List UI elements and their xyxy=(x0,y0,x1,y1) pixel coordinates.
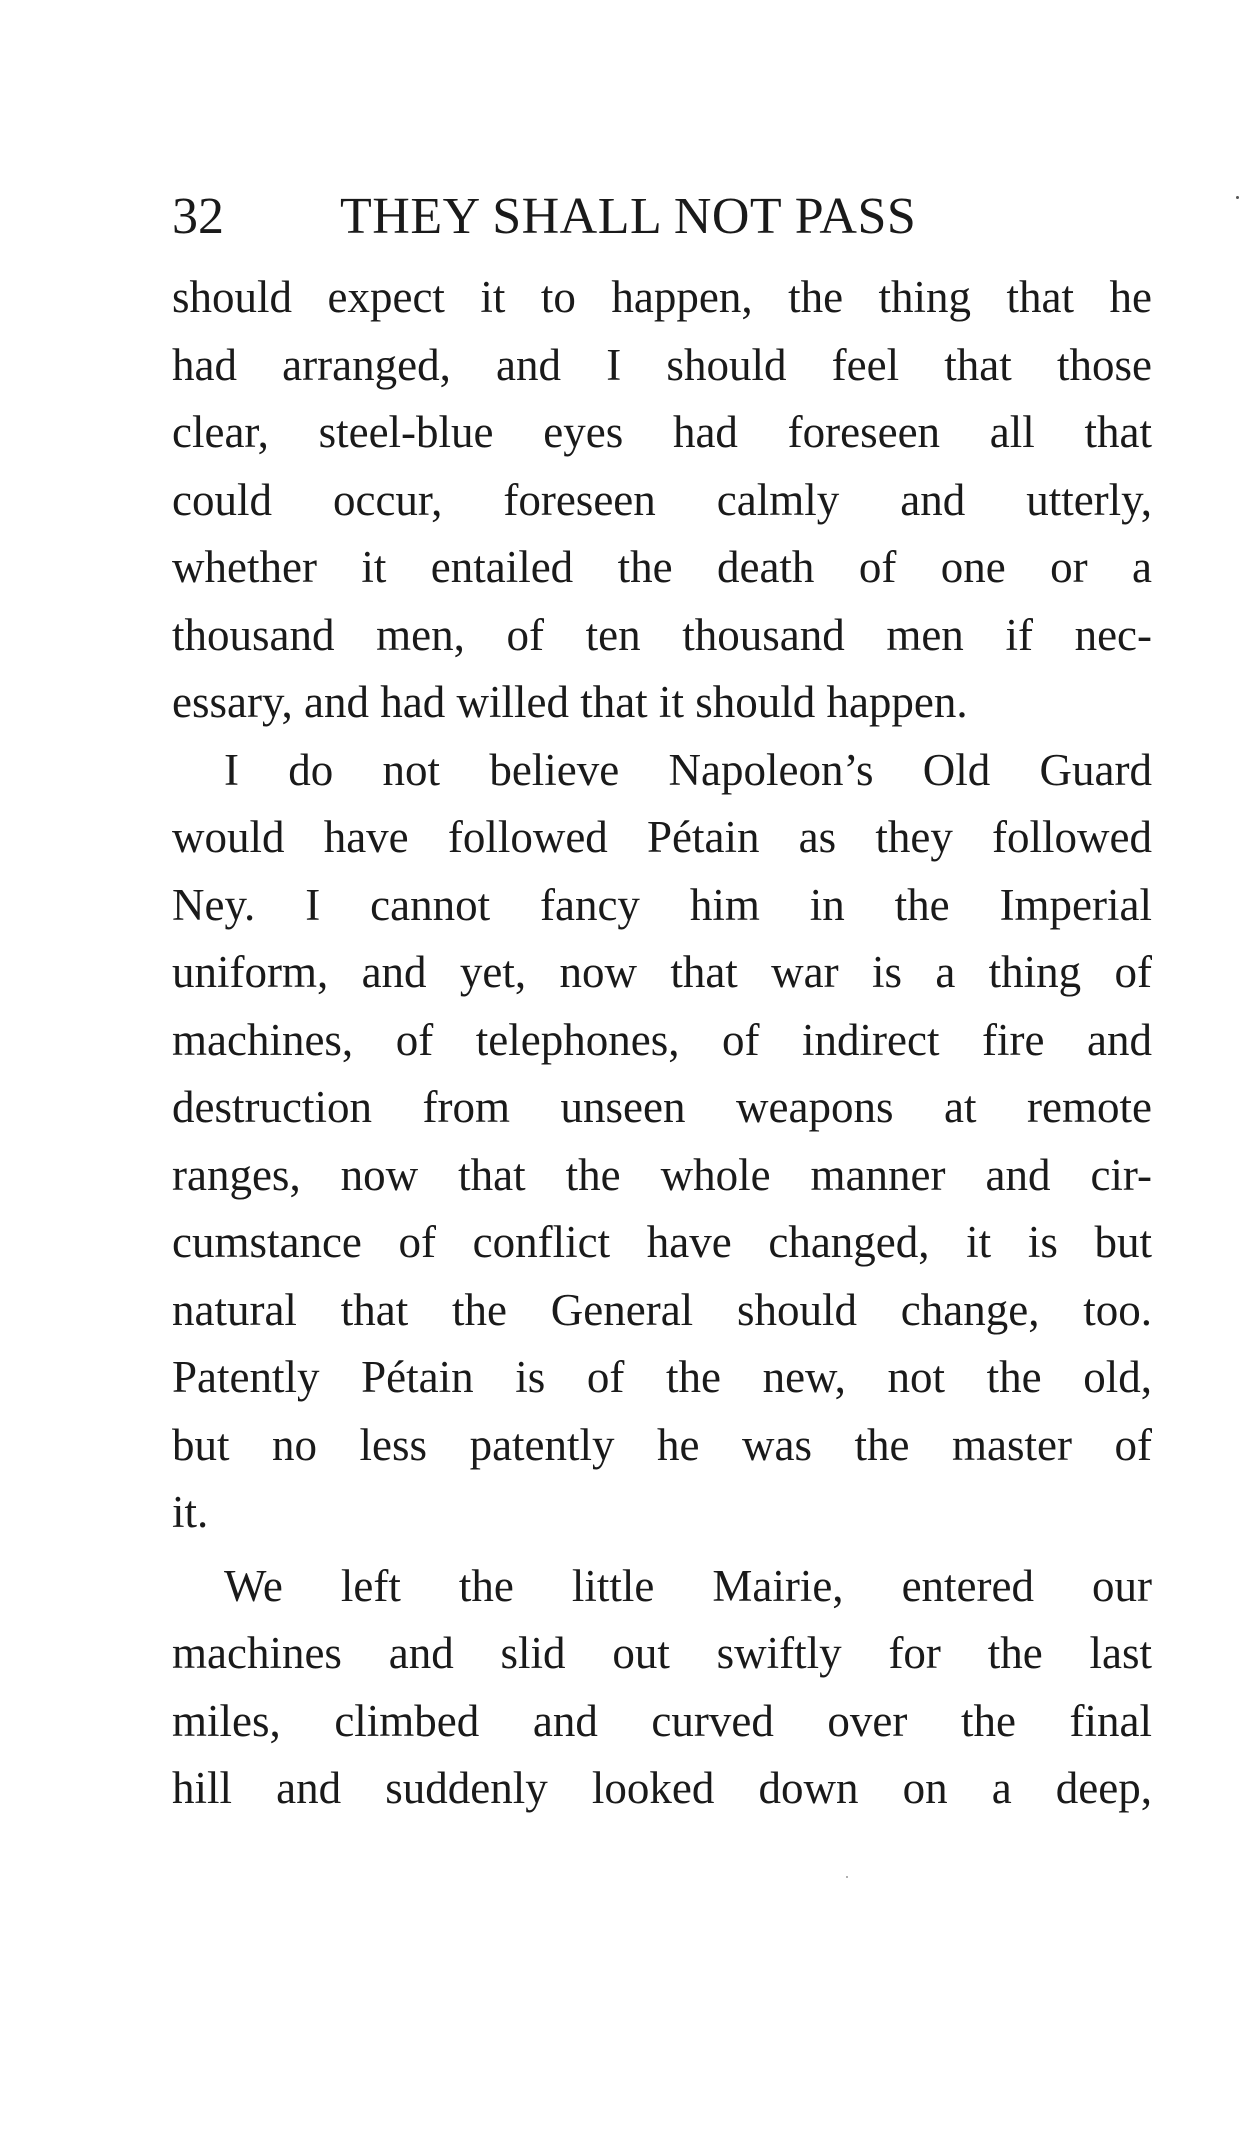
running-head xyxy=(172,182,990,252)
text-line: essary, and had willed that it should happen. xyxy=(172,677,968,727)
text-line: could occur, foreseen calmly and utterly, xyxy=(172,474,1152,525)
text-line: but no less patently he was the master of xyxy=(172,1419,1152,1470)
text-line: natural that the General should change, too. xyxy=(172,1284,1152,1335)
running-title: THEY SHALL NOT PASS xyxy=(340,188,917,245)
text-line: had arranged, and I should feel that those xyxy=(172,339,1152,390)
text-line: it. xyxy=(172,1487,209,1537)
paragraph-3 xyxy=(172,1553,1152,1823)
scan-speck xyxy=(1236,196,1239,199)
text-line: would have followed Pétain as they followed xyxy=(172,812,1152,862)
paragraph-1 xyxy=(172,264,1152,737)
text-line: uniform, and yet, now that war is a thing of xyxy=(172,947,1152,997)
text-line: cumstance of conflict have changed, it is but xyxy=(172,1217,1152,1267)
text-line: Ney. I cannot fancy him in the Imperial xyxy=(172,879,1152,930)
text-line: ranges, now that the whole manner and cir- xyxy=(172,1149,1152,1200)
text-line: miles, climbed and curved over the final xyxy=(172,1695,1152,1746)
scan-speck xyxy=(846,1876,848,1878)
page-number: 32 xyxy=(172,188,224,245)
text-line: machines, of telephones, of indirect fire and xyxy=(172,1014,1152,1065)
paragraph-2 xyxy=(172,737,1152,1547)
text-line: machines and slid out swiftly for the last xyxy=(172,1628,1152,1678)
text-line: thousand men, of ten thousand men if nec- xyxy=(172,609,1152,660)
text-line: whether it entailed the death of one or a xyxy=(172,542,1152,592)
text-line: hill and suddenly looked down on a deep, xyxy=(172,1763,1152,1813)
body-text xyxy=(172,264,1152,1823)
text-line: should expect it to happen, the thing that he xyxy=(172,272,1152,322)
text-line: clear, steel-blue eyes had foreseen all that xyxy=(172,407,1152,457)
text-line: We left the little Mairie, entered our xyxy=(224,1560,1152,1611)
text-line: Patently Pétain is of the new, not the old, xyxy=(172,1352,1152,1402)
text-line: destruction from unseen weapons at remote xyxy=(172,1082,1152,1132)
text-line: I do not believe Napoleon’s Old Guard xyxy=(224,744,1152,795)
